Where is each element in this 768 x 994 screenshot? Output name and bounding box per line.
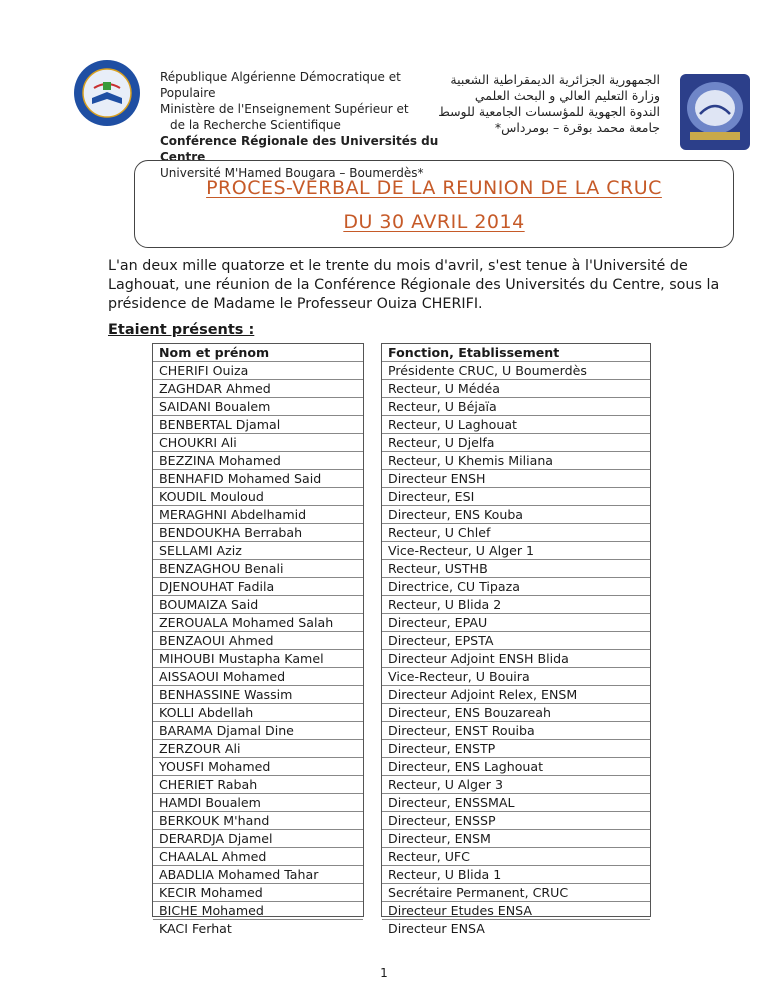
attendee-function: Recteur, U Béjaïa	[382, 398, 650, 416]
attendee-name: BENBERTAL Djamal	[153, 416, 363, 434]
attendee-function: Vice-Recteur, U Bouira	[382, 668, 650, 686]
attendee-function: Directrice, CU Tipaza	[382, 578, 650, 596]
attendee-function: Directeur, EPAU	[382, 614, 650, 632]
attendee-name: BARAMA Djamal Dine	[153, 722, 363, 740]
attendee-name: KECIR Mohamed	[153, 884, 363, 902]
ministry-line: Ministère de l'Enseignement Supérieur et	[160, 102, 409, 116]
title-box	[134, 160, 734, 248]
attendee-name: YOUSFI Mohamed	[153, 758, 363, 776]
attendee-name: BICHE Mohamed	[153, 902, 363, 920]
attendee-name: BENHASSINE Wassim	[153, 686, 363, 704]
attendee-function: Vice-Recteur, U Alger 1	[382, 542, 650, 560]
attendee-name: MIHOUBI Mustapha Kamel	[153, 650, 363, 668]
attendee-function: Recteur, U Blida 1	[382, 866, 650, 884]
attendee-name: KACI Ferhat	[159, 921, 232, 936]
attendee-function: Recteur, U Alger 3	[382, 776, 650, 794]
ministry-line-2: de la Recherche Scientifique	[170, 118, 341, 132]
attendee-function: Directeur Adjoint ENSH Blida	[382, 650, 650, 668]
page-number: 1	[380, 966, 388, 980]
attendee-name: HAMDI Boualem	[153, 794, 363, 812]
attendee-name: SAIDANI Boualem	[153, 398, 363, 416]
header-function: Fonction, Etablissement	[382, 344, 650, 362]
attendee-name: ZAGHDAR Ahmed	[153, 380, 363, 398]
attendee-name: BERKOUK M'hand	[153, 812, 363, 830]
header-name: Nom et prénom	[153, 344, 363, 362]
attendee-function: Recteur, U Khemis Miliana	[382, 452, 650, 470]
attendee-function: Recteur, UFC	[382, 848, 650, 866]
attendee-name: DJENOUHAT Fadila	[153, 578, 363, 596]
attendee-function: Recteur, U Chlef	[382, 524, 650, 542]
intro-paragraph: L'an deux mille quatorze et le trente du mois d'avril, s'est tenue à l'Université de Laghouat, une réunion de la Conférence Régionale des Universités du Centre, sous la présidence de Madame le Professeur Ouiza CHERIFI.	[108, 258, 720, 312]
attendee-function: Directeur ENSA	[388, 921, 485, 936]
document-title: PROCES-VERBAL DE LA REUNION DE LA CRUC	[206, 177, 662, 199]
attendee-function: Directeur ENSH	[382, 470, 650, 488]
attendee-name: BENHAFID Mohamed Said	[153, 470, 363, 488]
attendee-function: Recteur, U Médéa	[382, 380, 650, 398]
present-heading: Etaient présents :	[108, 322, 255, 338]
attendee-function: Recteur, USTHB	[382, 560, 650, 578]
attendee-function: Directeur, EPSTA	[382, 632, 650, 650]
attendee-name: SELLAMI Aziz	[153, 542, 363, 560]
names-column	[152, 343, 364, 936]
conference-line: Conférence Régionale des Universités du Centre	[160, 134, 439, 164]
attendee-function: Directeur, ENST Rouiba	[382, 722, 650, 740]
attendee-name: CHOUKRI Ali	[153, 434, 363, 452]
attendee-name: ABADLIA Mohamed Tahar	[153, 866, 363, 884]
attendee-name: CHAALAL Ahmed	[153, 848, 363, 866]
attendee-name: BOUMAIZA Said	[153, 596, 363, 614]
arabic-header	[420, 72, 660, 136]
attendee-function: Directeur Etudes ENSA	[382, 902, 650, 920]
attendee-name: MERAGHNI Abdelhamid	[153, 506, 363, 524]
document-date: DU 30 AVRIL 2014	[343, 211, 525, 233]
attendee-name: ZEROUALA Mohamed Salah	[153, 614, 363, 632]
attendee-function: Secrétaire Permanent, CRUC	[382, 884, 650, 902]
laghouat-logo	[680, 74, 750, 150]
attendee-function: Directeur, ENS Laghouat	[382, 758, 650, 776]
attendee-name: BENZAOUI Ahmed	[153, 632, 363, 650]
arabic-line-2: وزارة التعليم العالي و البحث العلمي	[474, 88, 660, 103]
functions-column	[381, 343, 651, 936]
attendee-function: Directeur, ENS Bouzareah	[382, 704, 650, 722]
cruc-logo	[72, 58, 142, 128]
attendee-function: Directeur, ENSSMAL	[382, 794, 650, 812]
attendee-name: CHERIET Rabah	[153, 776, 363, 794]
attendee-function: Présidente CRUC, U Boumerdès	[382, 362, 650, 380]
attendee-name: KOLLI Abdellah	[153, 704, 363, 722]
attendee-name: BEZZINA Mohamed	[153, 452, 363, 470]
attendee-function: Directeur, ENSM	[382, 830, 650, 848]
attendee-name: BENDOUKHA Berrabah	[153, 524, 363, 542]
attendee-function: Directeur, ENS Kouba	[382, 506, 650, 524]
attendee-function: Recteur, U Djelfa	[382, 434, 650, 452]
attendee-name: DERARDJA Djamel	[153, 830, 363, 848]
attendee-name: BENZAGHOU Benali	[153, 560, 363, 578]
attendee-function: Directeur Adjoint Relex, ENSM	[382, 686, 650, 704]
arabic-line-1: الجمهورية الجزائرية الديمقراطية الشعبية	[450, 72, 660, 87]
attendee-function: Recteur, U Blida 2	[382, 596, 650, 614]
attendee-name: CHERIFI Ouiza	[153, 362, 363, 380]
attendee-name: KOUDIL Mouloud	[153, 488, 363, 506]
university-line: Université M'Hamed Bougara – Boumerdès*	[160, 166, 424, 180]
arabic-line-4: جامعة محمد بوقرة – بومرداس*	[494, 120, 660, 135]
attendee-function: Directeur, ENSSP	[382, 812, 650, 830]
attendee-name: AISSAOUI Mohamed	[153, 668, 363, 686]
attendee-function: Directeur, ENSTP	[382, 740, 650, 758]
attendee-function: Directeur, ESI	[382, 488, 650, 506]
attendee-function: Recteur, U Laghouat	[382, 416, 650, 434]
republic-line: République Algérienne Démocratique et Populaire	[160, 70, 401, 100]
arabic-line-3: الندوة الجهوية للمؤسسات الجامعية للوسط	[438, 104, 660, 119]
attendee-name: ZERZOUR Ali	[153, 740, 363, 758]
